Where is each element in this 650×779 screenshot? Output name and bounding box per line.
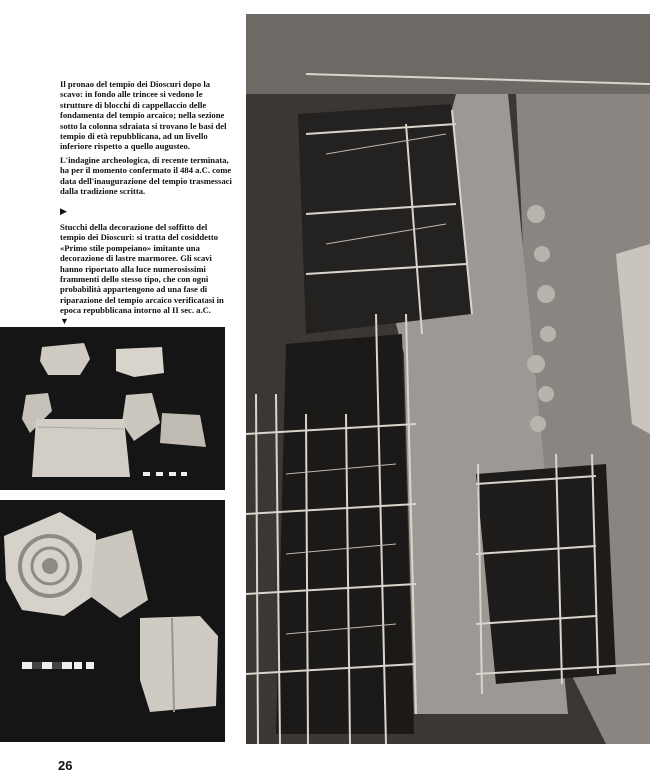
caption-dating: L'indagine archeologica, di recente terminata, ha per il momento confermato il 484 a.C. come data dell'inaugurazione del tempio trasmessaci dalla tradizione scritta. xyxy=(60,155,232,197)
arrow-right-icon: ▶ xyxy=(60,206,67,216)
page-number: 26 xyxy=(58,758,73,773)
spiral-stucco-photo xyxy=(0,500,225,742)
excavation-site-photo xyxy=(246,14,650,744)
stucco-fragments-photo xyxy=(0,327,225,490)
arrow-down-icon: ▼ xyxy=(60,316,69,326)
caption-stucco: Stucchi della decorazione del soffitto del tempio dei Dioscuri: si tratta del cosiddetto «Primo stile pompeiano» imitante una decorazione di lastre marmoree. Gli scavi hanno riportato alla luce numerosissimi frammenti dello stesso tipo, che con ogni probabilità appartengono ad una fase di riparazione del tempio arcaico verificatasi in epoca repubblicana intorno al II sec. a.C. xyxy=(60,222,224,316)
caption-excavation: Il pronao del tempio dei Dioscuri dopo la scavo: in fondo alle trincee si vedono le strutture di blocchi di cappellaccio delle fondamenta del tempio arcaico; nella sezione sotto la colonna sdraiata si trovano le basi del tempio di età repubblicana, ad un livello inferiore rispetto a quello augusteo. xyxy=(60,79,227,152)
